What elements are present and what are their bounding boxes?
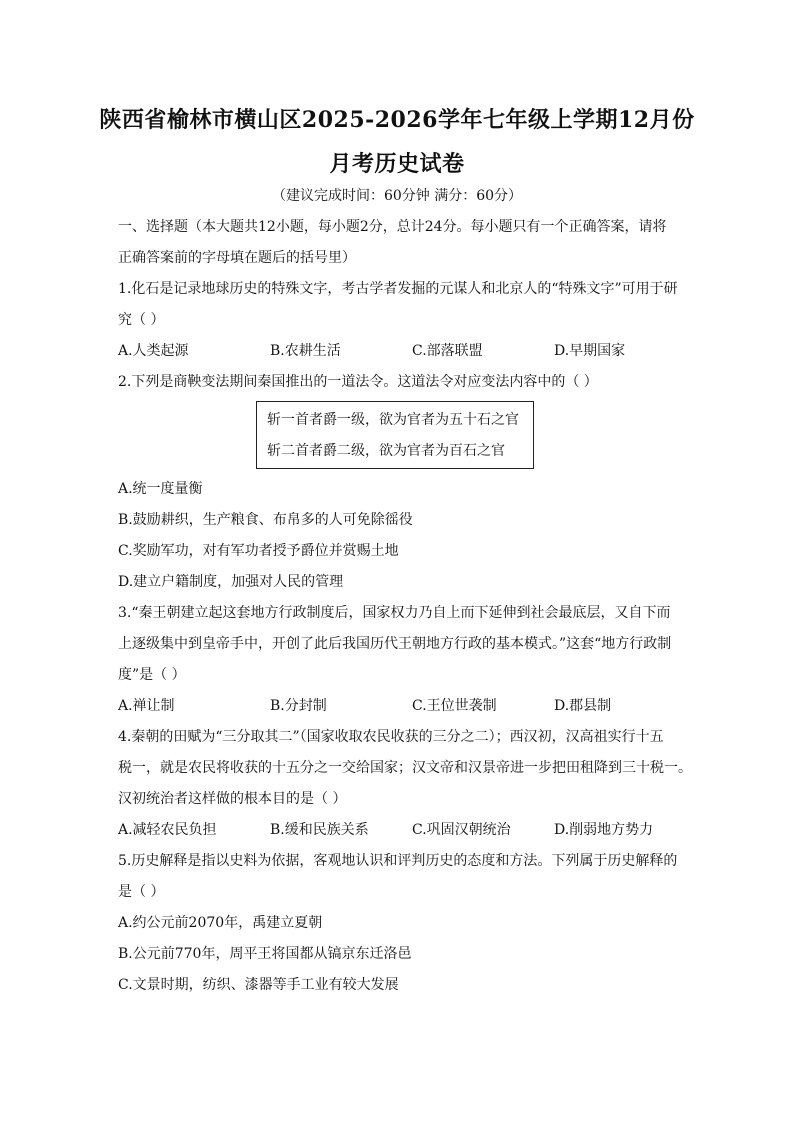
option-c: C.文景时期，纺织、漆器等手工业有较大发展 (118, 977, 399, 993)
option-d: D.郡县制 (554, 698, 612, 714)
question-5-stem: 是（ ） (118, 884, 165, 900)
question-3-stem: 3.“秦王朝建立起这套地方行政制度后，国家权力乃自上而下延伸到社会最底层，又自下而 (118, 605, 671, 621)
question-1-stem: 1.化石是记录地球历史的特殊文字，考古学者发掘的元谋人和北京人的“特殊文字”可用于研 (118, 281, 678, 297)
question-4-stem: 4.秦朝的田赋为“三分取其二”（国家收取农民收获的三分之二）；西汉初，汉高祖实行十五 (118, 729, 664, 745)
option-a: A.减轻农民负担 (118, 822, 217, 838)
question-2-stem: 2.下列是商鞅变法期间秦国推出的一道法令。这道法令对应变法内容中的（ ） (118, 374, 598, 390)
decree-line: 斩二首者爵二级，欲为官者为百石之官 (267, 443, 505, 459)
section-intro-line: 一、选择题（本大题共12小题，每小题2分，总计24分。每小题只有一个正确答案，请将 (118, 219, 667, 235)
option-c: C.王位世袭制 (412, 698, 497, 714)
option-a: A.约公元前2070年，禹建立夏朝 (118, 915, 323, 931)
question-3-stem: 度”是（ ） (118, 667, 186, 683)
option-a: A.人类起源 (118, 343, 189, 359)
question-4-stem: 汉初统治者这样做的根本目的是（ ） (118, 791, 347, 807)
decree-quote-box (256, 401, 534, 469)
question-3-stem: 上逐级集中到皇帝手中，开创了此后我国历代王朝地方行政的基本模式。”这套“地方行政制 (118, 636, 672, 652)
option-b: B.农耕生活 (270, 343, 341, 359)
option-b: B.公元前770年，周平王将国都从镐京东迁洛邑 (118, 946, 412, 962)
question-5-stem: 5.历史解释是指以史料为依据，客观地认识和评判历史的态度和方法。下列属于历史解释的 (118, 853, 678, 869)
option-a: A.统一度量衡 (118, 481, 203, 497)
question-4-stem: 税一，就是农民将收获的十五分之一交给国家；汉文帝和汉景帝进一步把田租降到三十税一。 (118, 760, 692, 776)
option-c: C.部落联盟 (412, 343, 483, 359)
decree-line: 斩一首者爵一级，欲为官者为五十石之官 (267, 412, 519, 428)
option-b: B.鼓励耕织，生产粮食、布帛多的人可免除徭役 (118, 512, 413, 528)
exam-title-line1: 陕西省榆林市横山区2025-2026学年七年级上学期12月份 (99, 107, 695, 133)
option-d: D.削弱地方势力 (554, 822, 654, 838)
exam-title-line2: 月考历史试卷 (329, 151, 465, 177)
option-c: C.巩固汉朝统治 (412, 822, 511, 838)
option-d: D.建立户籍制度，加强对人民的管理 (118, 574, 344, 590)
option-c: C.奖励军功，对有军功者授予爵位并赏赐土地 (118, 543, 399, 559)
exam-subtitle: （建议完成时间：60分钟 满分：60分） (271, 188, 523, 204)
section-intro-line: 正确答案前的字母填在题后的括号里） (118, 250, 356, 266)
question-1-stem: 究（ ） (118, 312, 165, 328)
option-d: D.早期国家 (554, 343, 626, 359)
option-b: B.分封制 (270, 698, 327, 714)
option-a: A.禅让制 (118, 698, 175, 714)
option-b: B.缓和民族关系 (270, 822, 369, 838)
